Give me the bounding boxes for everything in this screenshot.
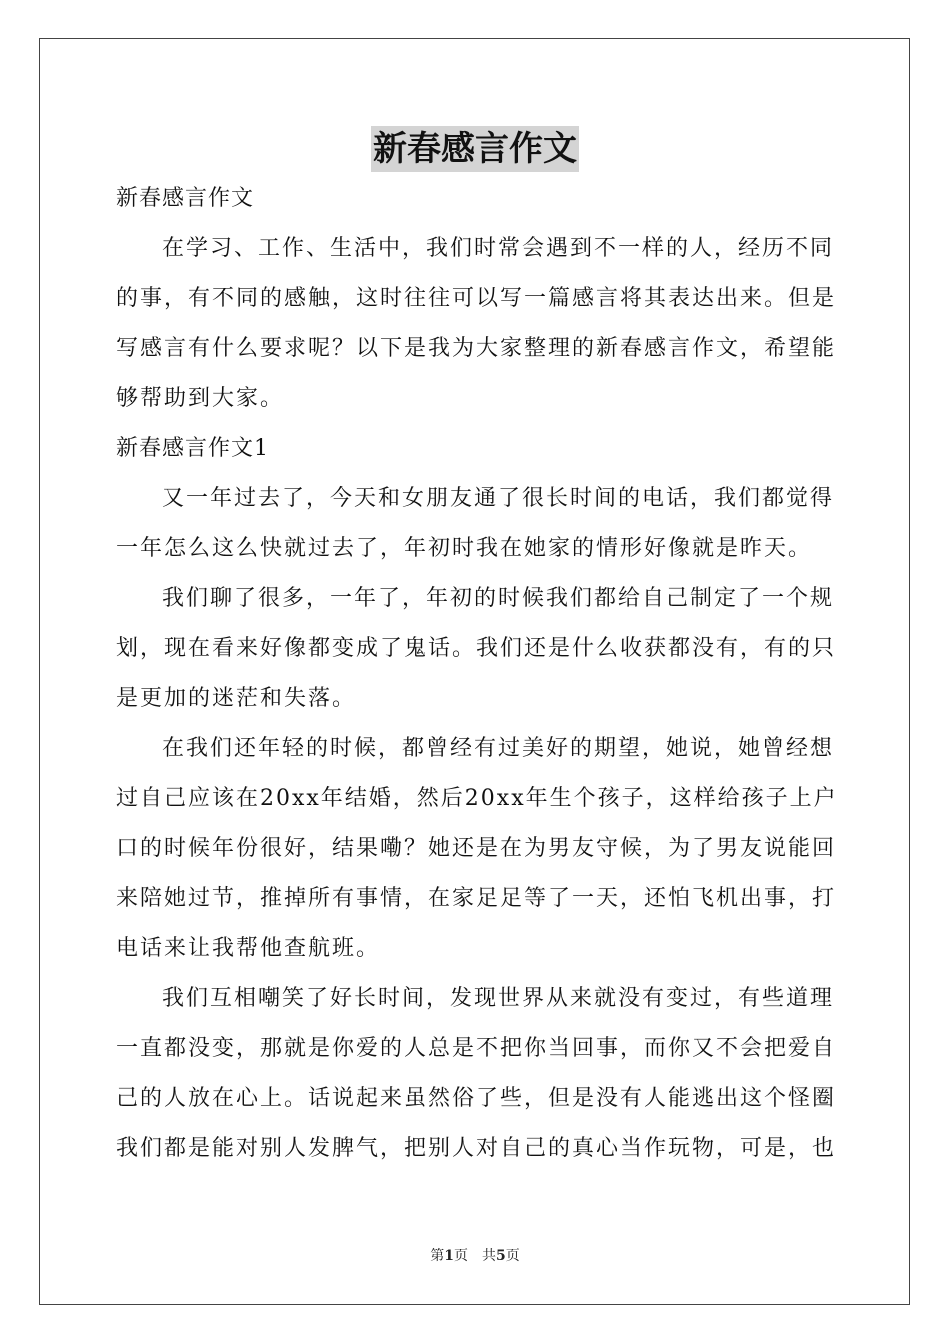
page-prefix: 第 xyxy=(430,1248,445,1264)
paragraph-1 xyxy=(116,474,835,574)
paragraph-line: 己的人放在心上。话说起来虽然俗了些，但是没有人能逃出这个怪圈 xyxy=(116,1086,837,1111)
section-title: 新春感言作文1 xyxy=(116,436,269,461)
paragraph-line: 过自己应该在20xx年结婚，然后20xx年生个孩子，这样给孩子上户 xyxy=(116,786,838,811)
paragraph-4 xyxy=(116,974,837,1174)
paragraph-line: 划，现在看来好像都变成了鬼话。我们还是什么收获都没有，有的只 xyxy=(116,636,837,661)
paragraph-line: 的事，有不同的感触，这时往往可以写一篇感言将其表达出来。但是 xyxy=(116,286,837,311)
paragraph-line: 在学习、工作、生活中，我们时常会遇到不一样的人，经历不同 xyxy=(162,236,835,261)
title-block xyxy=(0,126,950,172)
paragraph-line: 又一年过去了，今天和女朋友通了很长时间的电话，我们都觉得 xyxy=(162,486,835,511)
paragraph-line: 我们互相嘲笑了好长时间，发现世界从来就没有变过，有些道理 xyxy=(162,986,835,1011)
paragraph-line: 一年怎么这么快就过去了，年初时我在她家的情形好像就是昨天。 xyxy=(116,536,813,561)
page-total: 5 xyxy=(496,1248,506,1264)
paragraph-line: 在我们还年轻的时候，都曾经有过美好的期望，她说，她曾经想 xyxy=(162,736,835,761)
paragraph-line: 口的时候年份很好，结果嘞？她还是在为男友守候，为了男友说能回 xyxy=(116,836,837,861)
paragraph-line: 是更加的迷茫和失落。 xyxy=(116,686,357,711)
intro-paragraph xyxy=(116,224,837,424)
paragraph-line: 我们聊了很多，一年了，年初的时候我们都给自己制定了一个规 xyxy=(162,586,835,611)
paragraph-line: 一直都没变，那就是你爱的人总是不把你当回事，而你又不会把爱自 xyxy=(116,1036,837,1061)
paragraph-line: 够帮助到大家。 xyxy=(116,386,285,411)
total-suffix: 页 xyxy=(505,1248,520,1264)
paragraph-3 xyxy=(116,724,838,974)
page-current: 1 xyxy=(444,1248,454,1264)
document-body xyxy=(116,174,838,1174)
page-suffix: 页 xyxy=(454,1248,468,1264)
paragraph-line: 来陪她过节，推掉所有事情，在家足足等了一天，还怕飞机出事，打 xyxy=(116,886,837,911)
paragraph-line: 写感言有什么要求呢？以下是我为大家整理的新春感言作文，希望能 xyxy=(116,336,837,361)
paragraph-2 xyxy=(116,574,837,724)
page-footer xyxy=(0,1246,950,1266)
page-title: 新春感言作文 xyxy=(371,126,579,172)
total-prefix: 共 xyxy=(482,1248,496,1264)
paragraph-line: 我们都是能对别人发脾气，把别人对自己的真心当作玩物，可是，也 xyxy=(116,1136,837,1161)
document-subtitle: 新春感言作文 xyxy=(116,186,255,211)
paragraph-line: 电话来让我帮他查航班。 xyxy=(116,936,381,961)
